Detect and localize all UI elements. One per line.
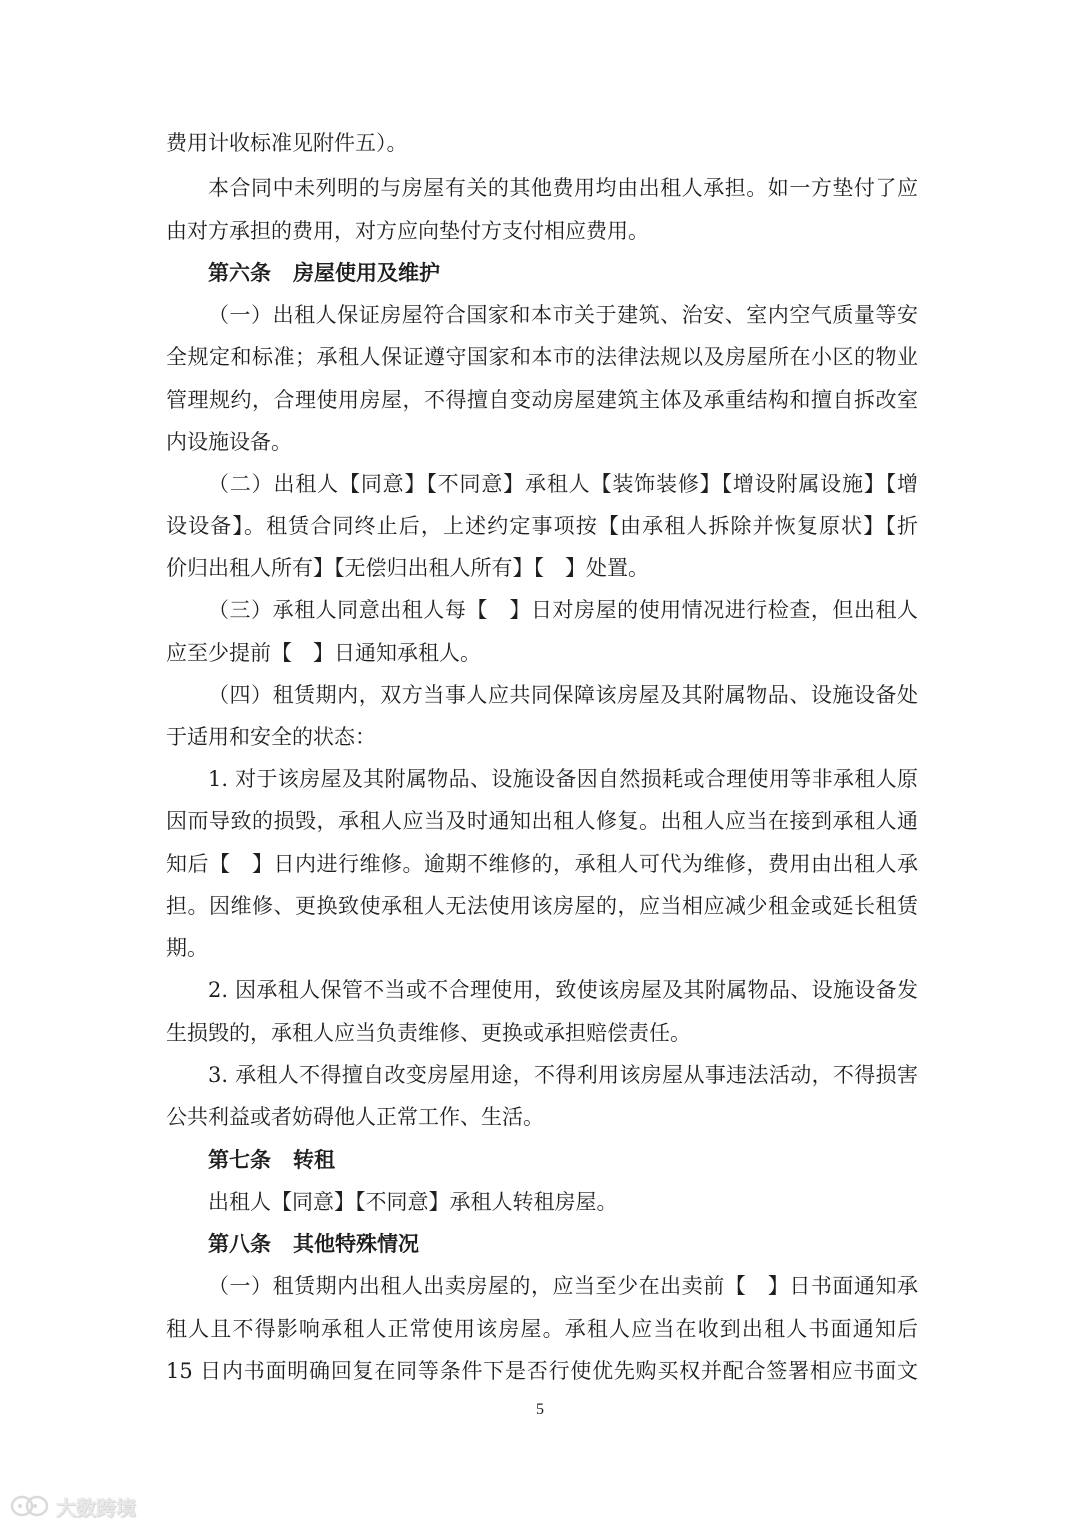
text-line: 3. 承租人不得擅自改变房屋用途，不得利用该房屋从事违法活动，不得损害 [208,1063,918,1087]
text-line: 内设施设备。 [166,430,292,454]
text-line: 由对方承担的费用，对方应向垫付方支付相应费用。 [166,219,649,243]
text-line: 出租人【同意】【不同意】承租人转租房屋。 [208,1190,618,1214]
page-number: 5 [536,1401,544,1418]
text-line: （三）承租人同意出租人每【 】日对房屋的使用情况进行检查，但出租人 [208,598,918,622]
text-line: 知后【 】日内进行维修。逾期不维修的，承租人可代为维修，费用由出租人承 [166,852,918,876]
text-line: （二）出租人【同意】【不同意】承租人【装饰装修】【增设附属设施】【增 [208,472,918,496]
article-title: 转租 [293,1147,335,1172]
text-line: （一）出租人保证房屋符合国家和本市关于建筑、治安、室内空气质量等安 [208,303,918,327]
text-line: （四）租赁期内，双方当事人应共同保障该房屋及其附属物品、设施设备处 [208,683,918,707]
text-line: 1. 对于该房屋及其附属物品、设施设备因自然损耗或合理使用等非承租人原 [208,767,918,791]
text-line: 租人且不得影响承租人正常使用该房屋。承租人应当在收到出租人书面通知后 [166,1317,918,1341]
article-7-heading [208,1145,918,1175]
article-number: 第七条 [208,1147,271,1172]
article-number: 第八条 [208,1231,271,1256]
watermark [10,1492,136,1520]
text-line: 价归出租人所有】【无偿归出租人所有】【 】处置。 [166,556,649,580]
article-title: 房屋使用及维护 [293,260,440,285]
article-8-heading [208,1229,918,1259]
text-line: 担。因维修、更换致使承租人无法使用该房屋的，应当相应减少租金或延长租赁 [166,894,918,918]
article-6-heading [208,258,918,288]
text-line: 公共利益或者妨碍他人正常工作、生活。 [166,1105,544,1129]
text-line: 于适用和安全的状态： [166,725,376,749]
text-line: 15 日内书面明确回复在同等条件下是否行使优先购买权并配合签署相应书面文 [166,1359,918,1383]
text-line: 管理规约，合理使用房屋，不得擅自变动房屋建筑主体及承重结构和擅自拆改室 [166,388,918,412]
text-line: 全规定和标准；承租人保证遵守国家和本市的法律法规以及房屋所在小区的物业 [166,345,918,369]
text-line: 2. 因承租人保管不当或不合理使用，致使该房屋及其附属物品、设施设备发 [208,978,918,1002]
article-number: 第六条 [208,260,271,285]
article-title: 其他特殊情况 [293,1231,419,1256]
text-line: 期。 [166,936,208,960]
watermark-logo-icon [10,1494,50,1518]
text-line: 因而导致的损毁，承租人应当及时通知出租人修复。出租人应当在接到承租人通 [166,809,918,833]
text-line: 设设备】。租赁合同终止后，上述约定事项按【由承租人拆除并恢复原状】【折 [166,514,918,538]
text-line: 费用计收标准见附件五）。 [166,131,408,155]
text-line: 生损毁的，承租人应当负责维修、更换或承担赔偿责任。 [166,1021,691,1045]
text-line: （一）租赁期内出租人出卖房屋的，应当至少在出卖前【 】日书面通知承 [208,1274,918,1298]
text-line: 本合同中未列明的与房屋有关的其他费用均由出租人承担。如一方垫付了应 [208,176,918,200]
watermark-text: 大数跨境 [56,1495,136,1520]
text-line: 应至少提前【 】日通知承租人。 [166,641,481,665]
